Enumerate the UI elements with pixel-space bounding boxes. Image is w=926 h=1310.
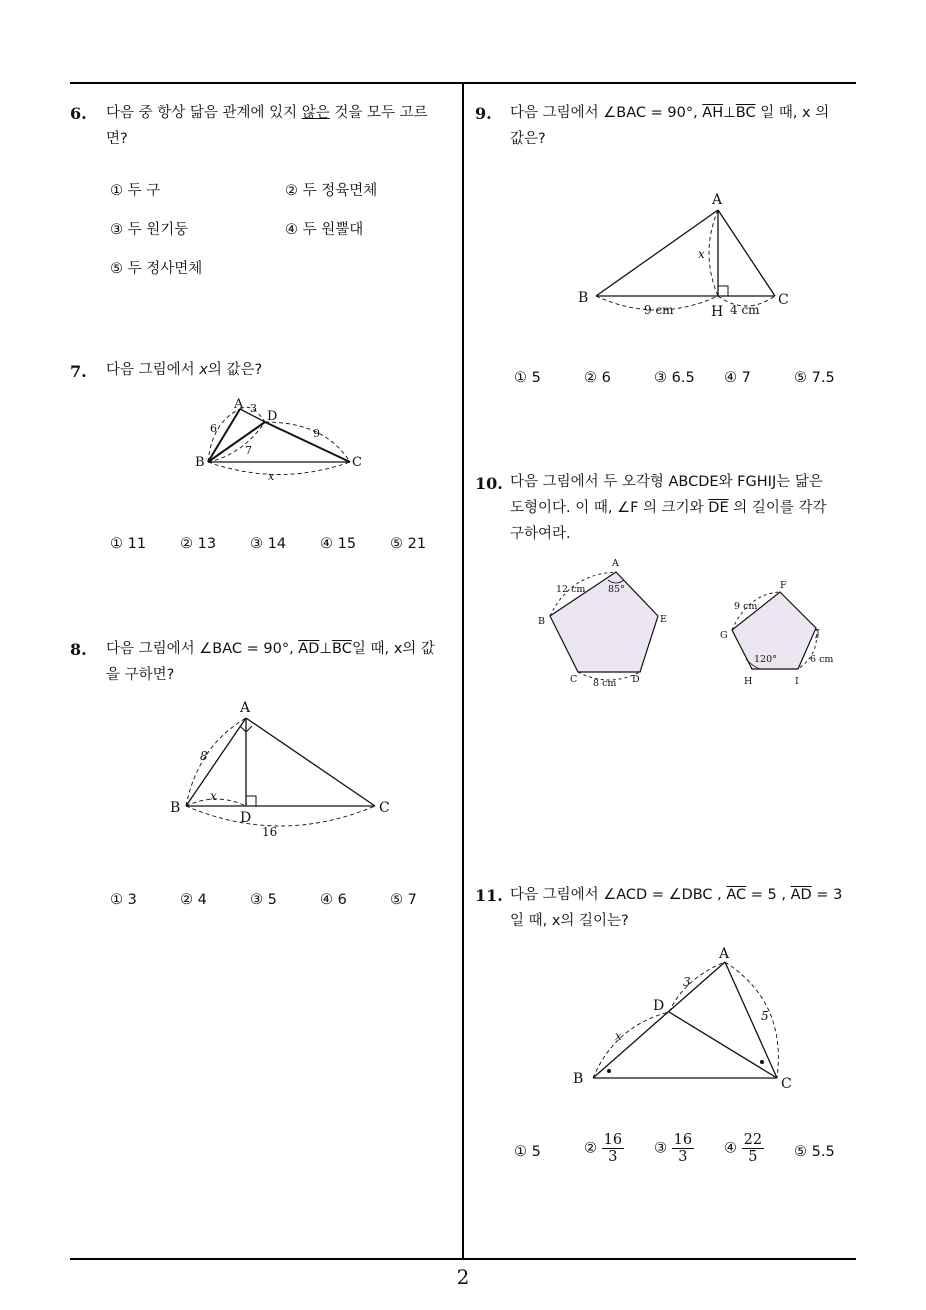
label-B: B — [195, 455, 205, 470]
option-5[interactable]: ⑤ 5.5 — [794, 1144, 835, 1160]
label-x: x — [268, 470, 275, 483]
question-number: 6. — [70, 104, 87, 123]
label-6cm: 6 cm — [810, 654, 834, 665]
label-H: H — [711, 304, 724, 320]
label-B: B — [538, 616, 545, 627]
option-1[interactable]: ① 두 구 — [110, 183, 161, 199]
label-4cm: 4 cm — [730, 303, 760, 317]
bottom-rule — [70, 1258, 856, 1260]
label-C: C — [778, 292, 789, 308]
label-6: 6 — [210, 422, 217, 435]
label-C: C — [379, 800, 390, 816]
label-I: I — [795, 676, 799, 687]
question-text: 다음 그림에서 ∠BAC = 90°, $\overline{AH}\perp\overline{BC}$ 일 때, x 의 값은? — [510, 105, 830, 147]
label-9cm: 9 cm — [644, 303, 674, 317]
question-text: 다음 중 항상 닮음 관계에 있지 않은 것을 모두 고르 면? — [106, 105, 428, 147]
option-3[interactable]: ③ 5 — [250, 892, 277, 908]
fraction: $\frac{16}{3}$ — [603, 1132, 623, 1165]
label-B: B — [573, 1071, 584, 1087]
label-B: B — [170, 800, 181, 816]
question-text: 다음 그림에서 두 오각형 ABCDE와 FGHIJ는 닮은 도형이다. 이 때, ∠F 의 크기와 $\overline{DE}$ 의 길이를 각각 구하여라. — [510, 474, 827, 542]
option-1[interactable]: ① 5 — [514, 370, 541, 386]
option-4[interactable]: ④ 두 원뿔대 — [285, 222, 364, 238]
label-x: x — [615, 1029, 622, 1043]
option-2[interactable]: ② 13 — [180, 536, 217, 552]
label-B: B — [578, 290, 589, 306]
question-text: 다음 그림에서 x의 값은? — [106, 362, 263, 378]
option-4[interactable]: ④ 7 — [724, 370, 751, 386]
option-3[interactable]: ③ $\frac{16}{3}$ — [654, 1132, 693, 1165]
column-divider — [462, 82, 464, 1259]
label-8: 8 — [200, 749, 208, 763]
question-number: 8. — [70, 640, 87, 659]
option-3[interactable]: ③ 6.5 — [654, 370, 695, 386]
option-5[interactable]: ⑤ 두 정사면체 — [110, 261, 203, 277]
question-text: 다음 그림에서 ∠BAC = 90°, $\overline{AD}\perp\overline{BC}$일 때, x의 값 을 구하면? — [106, 641, 435, 683]
figure-triangle-8 — [160, 696, 400, 842]
label-D: D — [267, 409, 278, 424]
label-D: D — [632, 674, 640, 685]
label-H: H — [744, 676, 753, 687]
option-1[interactable]: ① 3 — [110, 892, 137, 908]
label-D: D — [240, 810, 252, 826]
option-5[interactable]: ⑤ 7.5 — [794, 370, 835, 386]
label-C: C — [570, 674, 578, 685]
label-x: x — [698, 247, 705, 261]
label-E: E — [660, 614, 667, 625]
option-4[interactable]: ④ 6 — [320, 892, 347, 908]
fraction: $\frac{16}{3}$ — [673, 1132, 693, 1165]
label-3: 3 — [683, 975, 691, 989]
figure-triangle-7 — [190, 392, 370, 484]
label-9cm: 9 cm — [734, 601, 758, 612]
option-2[interactable]: ② 4 — [180, 892, 207, 908]
figure-triangle-11 — [565, 940, 805, 1100]
label-A: A — [240, 700, 251, 716]
option-5[interactable]: ⑤ 7 — [390, 892, 417, 908]
option-4[interactable]: ④ $\frac{22}{5}$ — [724, 1132, 763, 1165]
option-1[interactable]: ① 5 — [514, 1144, 541, 1160]
label-5: 5 — [761, 1009, 769, 1023]
label-C: C — [352, 455, 362, 470]
label-G: G — [720, 630, 728, 641]
label-F: F — [780, 580, 787, 591]
label-J: J — [816, 628, 820, 639]
option-2[interactable]: ② $\frac{16}{3}$ — [584, 1132, 623, 1165]
option-4[interactable]: ④ 15 — [320, 536, 357, 552]
label-8cm: 8 cm — [593, 678, 617, 689]
label-12cm: 12 cm — [556, 584, 586, 595]
label-D: D — [653, 998, 665, 1014]
label-120deg: 120° — [754, 654, 777, 665]
fraction: $\frac{22}{5}$ — [743, 1132, 763, 1165]
label-85deg: 85° — [608, 584, 625, 595]
page-number: 2 — [456, 1265, 470, 1289]
label-9: 9 — [313, 427, 320, 440]
label-A: A — [612, 558, 619, 569]
option-5[interactable]: ⑤ 21 — [390, 536, 427, 552]
question-text: 다음 그림에서 ∠ACD = ∠DBC , $\overline{AC} = 5$ , $\overline{AD} = 3$ 일 때, x의 길이는? — [510, 887, 843, 929]
option-3[interactable]: ③ 두 원기둥 — [110, 222, 189, 238]
figure-pentagons-10 — [530, 554, 850, 690]
question-number: 7. — [70, 362, 87, 381]
option-2[interactable]: ② 두 정육면체 — [285, 183, 378, 199]
question-number: 10. — [475, 474, 503, 493]
label-16: 16 — [262, 825, 278, 839]
option-1[interactable]: ① 11 — [110, 536, 147, 552]
option-2[interactable]: ② 6 — [584, 370, 611, 386]
question-number: 9. — [475, 104, 492, 123]
label-7: 7 — [245, 444, 252, 457]
figure-triangle-9 — [570, 186, 800, 320]
label-x: x — [210, 789, 217, 803]
question-number: 11. — [475, 886, 503, 905]
label-A: A — [234, 397, 244, 412]
label-A: A — [719, 946, 730, 962]
label-A: A — [712, 192, 723, 208]
label-3: 3 — [250, 402, 257, 415]
label-C: C — [781, 1076, 792, 1092]
option-3[interactable]: ③ 14 — [250, 536, 287, 552]
